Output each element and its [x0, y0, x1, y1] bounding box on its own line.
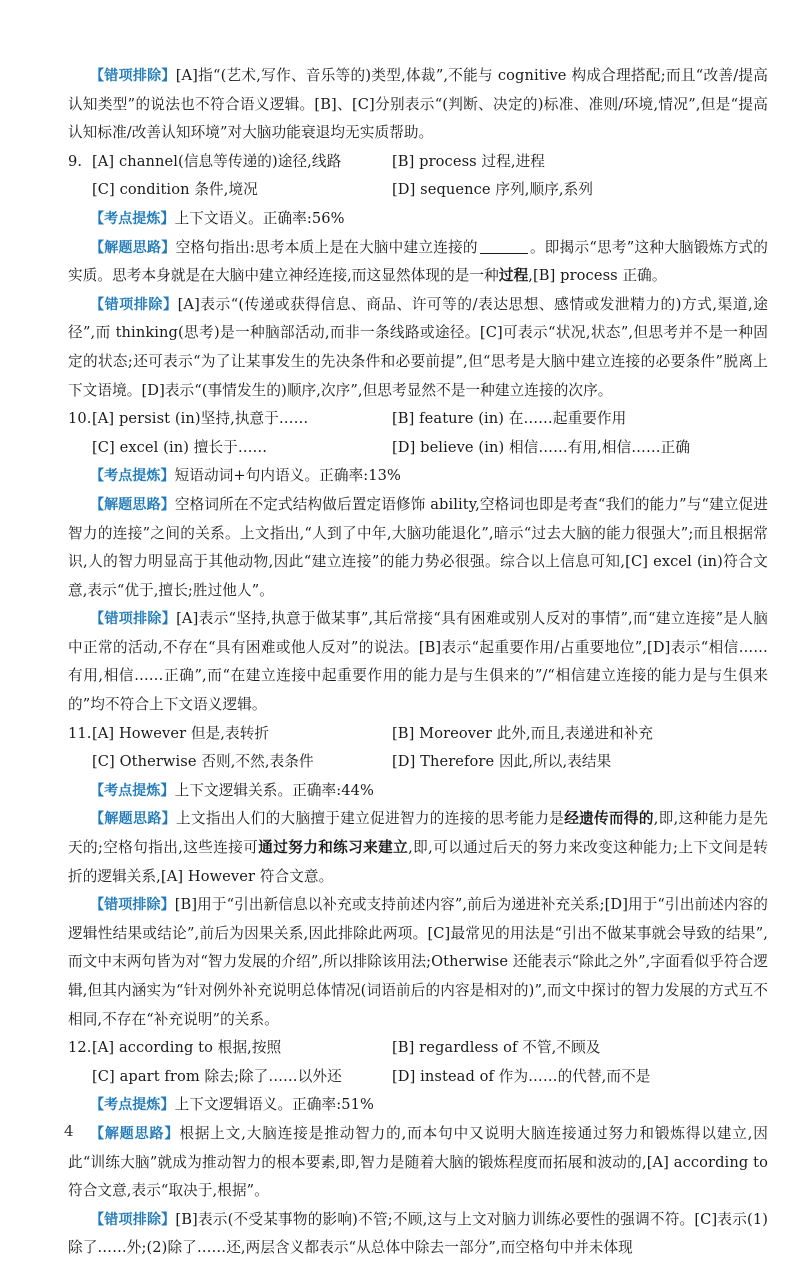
option-b: [B] regardless of 不管,不顾及	[392, 1039, 601, 1057]
answer-blank	[480, 239, 528, 254]
q11-idea-paragraph	[68, 805, 768, 891]
q11-point-paragraph	[68, 777, 768, 806]
q11-idea-emphasis-1: 经遗传而得的	[564, 810, 654, 828]
option-b: [B] process 过程,进程	[392, 152, 545, 170]
question-9-options-row1	[68, 148, 768, 177]
page-number: 4	[64, 1122, 74, 1140]
exclude-tag: 【错项排除】	[90, 296, 178, 313]
point-tag: 【考点提炼】	[90, 782, 175, 799]
q12-exclude-paragraph	[68, 1206, 768, 1263]
question-10-options-row2	[68, 434, 768, 463]
q11-exclude-text: [B]用于“引出新信息以补充或支持前述内容”,前后为递进补充关系;[D]用于“引出前述内容的逻辑性结果或结论”,前后为因果关系,因此排除此两项。[C]最常见的用法是“引出不做某事就会导致的结果”,而文中末两句皆为对“智力发展的介绍”,所以排除该用法;Otherwise 还能表示“除此之外”,字面看似乎符合逻辑,但其内涵实为“针对例外补充说明总体情况(词语前后的内容是相对的)”,而文中探讨的智力发展的方式互不相同,不存在“补充说明”的关系。	[68, 896, 768, 1028]
q12-idea-paragraph	[68, 1120, 768, 1206]
option-c: [C] apart from 除去;除了……以外还	[92, 1067, 342, 1085]
question-number: 10.	[68, 410, 92, 428]
q10-exclude-text: [A]表示“坚持,执意于做某事”,其后常接“具有困难或别人反对的事情”,而“建立连接”是人脑中正常的活动,不存在“具有困难或他人反对”的说法。[B]表示“起重要作用/占重要地位”,[D]表示“相信……有用,相信……正确”,而“在建立连接中起重要作用的能力是与生俱来的”/“相信建立连接的能力是与生俱来的”均不符合上下文语义逻辑。	[68, 610, 768, 714]
option-b: [B] feature (in) 在……起重要作用	[392, 410, 627, 428]
q11-idea-text-1: 上文指出人们的大脑擅于建立促进智力的连接的思考能力是	[176, 810, 565, 828]
idea-tag: 【解题思路】	[90, 1125, 180, 1142]
option-d: [D] sequence 序列,顺序,系列	[392, 181, 594, 199]
q9-idea-text-3: ,[B] process 正确。	[528, 267, 667, 285]
q10-point-paragraph	[68, 462, 768, 491]
q9-idea-text-2: 。即揭示“思考”这种大脑锻炼方式的实质。思考本身就是在大脑中建立神经连接,而这显然体现的是一种	[68, 238, 768, 285]
q9-point-paragraph	[68, 205, 768, 234]
option-d: [D] Therefore 因此,所以,表结果	[392, 753, 612, 771]
point-tag: 【考点提炼】	[90, 210, 175, 227]
q9-idea-paragraph	[68, 234, 768, 291]
q11-idea-emphasis-2: 通过努力和练习来建立	[258, 839, 409, 857]
intro-exclude-text: [A]指“(艺术,写作、音乐等的)类型,体裁”,不能与 cognitive 构成合理搭配;而且“改善/提高认知类型”的说法也不符合语义逻辑。[B]、[C]分别表示“(判断、决定的)标准、准则/环境,情况”,但是“提高认知标准/改善认知环境”对大脑功能衰退均无实质帮助。	[68, 67, 768, 142]
q9-idea-emphasis: 过程	[498, 267, 529, 285]
exclude-tag: 【错项排除】	[90, 897, 175, 914]
option-a: [A] according to 根据,按照	[92, 1039, 282, 1057]
question-12-options-row1	[68, 1034, 768, 1063]
question-9-options-row2	[68, 176, 768, 205]
option-b: [B] Moreover 此外,而且,表递进和补充	[392, 724, 654, 742]
question-number: 12.	[68, 1039, 92, 1057]
option-c: [C] Otherwise 否则,不然,表条件	[92, 753, 314, 771]
q10-idea-paragraph	[68, 491, 768, 605]
q11-exclude-paragraph	[68, 891, 768, 1034]
exclude-tag: 【错项排除】	[90, 611, 177, 628]
question-11-options-row2	[68, 748, 768, 777]
q9-idea-text-1: 空格句指出:思考本质上是在大脑中建立连接的	[175, 238, 478, 256]
q9-exclude-text: [A]表示“(传递或获得信息、商品、许可等的/表达思想、感情或发泄精力的)方式,渠道,途径”,而 thinking(思考)是一种脑部活动,而非一条线路或途径。[C]可表示“状况,状态”,但思考并不是一种固定的状态;还可表示“为了让某事发生的先决条件和必要前提”,但“思考是大脑中建立连接的必要条件”脱离上下文语境。[D]表示“(事情发生的)顺序,次序”,但思考显然不是一种建立连接的次序。	[68, 295, 768, 399]
question-number: 9.	[68, 152, 83, 170]
q9-exclude-paragraph	[68, 291, 768, 405]
q12-point-text: 上下文逻辑语义。正确率:51%	[174, 1096, 374, 1114]
q10-point-text: 短语动词+句内语义。正确率:13%	[174, 467, 402, 485]
idea-tag: 【解题思路】	[90, 811, 177, 828]
option-c: [C] excel (in) 擅长于……	[92, 438, 268, 456]
q12-point-paragraph	[68, 1091, 768, 1120]
q11-idea-text-2: ,即,这种能力是先天的;空格句指出,这些连接可	[68, 810, 768, 857]
option-a: [A] However 但是,表转折	[92, 724, 270, 742]
question-12-options-row2	[68, 1063, 768, 1092]
option-c: [C] condition 条件,境况	[92, 181, 258, 199]
option-a: [A] persist (in)坚持,执意于……	[92, 410, 309, 428]
question-10-options-row1	[68, 405, 768, 434]
option-d: [D] believe (in) 相信……有用,相信……正确	[392, 438, 691, 456]
exclude-tag: 【错项排除】	[90, 68, 176, 84]
option-a: [A] channel(信息等传递的)途径,线路	[92, 152, 342, 170]
q11-point-text: 上下文逻辑关系。正确率:44%	[174, 781, 374, 799]
q10-exclude-paragraph	[68, 605, 768, 719]
idea-tag: 【解题思路】	[90, 239, 176, 256]
exclude-tag: 【错项排除】	[90, 1211, 176, 1228]
page-content	[68, 62, 768, 1263]
point-tag: 【考点提炼】	[90, 1097, 175, 1114]
q11-idea-text-3: ,即,可以通过后天的努力来改变这种能力;上下文间是转折的逻辑关系,[A] However 符合文意。	[68, 839, 768, 885]
idea-tag: 【解题思路】	[90, 496, 175, 513]
q9-point-text: 上下文语义。正确率:56%	[174, 209, 345, 227]
q12-exclude-text: [B]表示(不受某事物的影响)不管;不顾,这与上文对脑力训练必要性的强调不符。[C]表示(1)除了……外;(2)除了……还,两层含义都表示“从总体中除去一部分”,而空格句中并未体现	[68, 1210, 768, 1257]
option-d: [D] instead of 作为……的代替,而不是	[392, 1067, 651, 1085]
q10-idea-text: 空格词所在不定式结构做后置定语修饰 ability,空格词也即是考查“我们的能力”与“建立促进智力的连接”之间的关系。上文指出,“人到了中年,大脑功能退化”,暗示“过去大脑的能力很强大”;而且根据常识,人的智力明显高于其他动物,因此“建立连接”的能力势必很强。综合以上信息可知,[C] excel (in)符合文意,表示“优于,擅长;胜过他人”。	[68, 495, 768, 599]
intro-exclude-paragraph	[68, 62, 768, 148]
question-number: 11.	[68, 724, 92, 742]
point-tag: 【考点提炼】	[90, 468, 175, 485]
q12-idea-text: 根据上文,大脑连接是推动智力的,而本句中又说明大脑连接通过努力和锻炼得以建立,因此“训练大脑”就成为推动智力的根本要素,即,智力是随着大脑的锻炼程度而拓展和波动的,[A] according to 符合文意,表示“取决于,根据”。	[68, 1124, 768, 1200]
question-11-options-row1	[68, 720, 768, 749]
